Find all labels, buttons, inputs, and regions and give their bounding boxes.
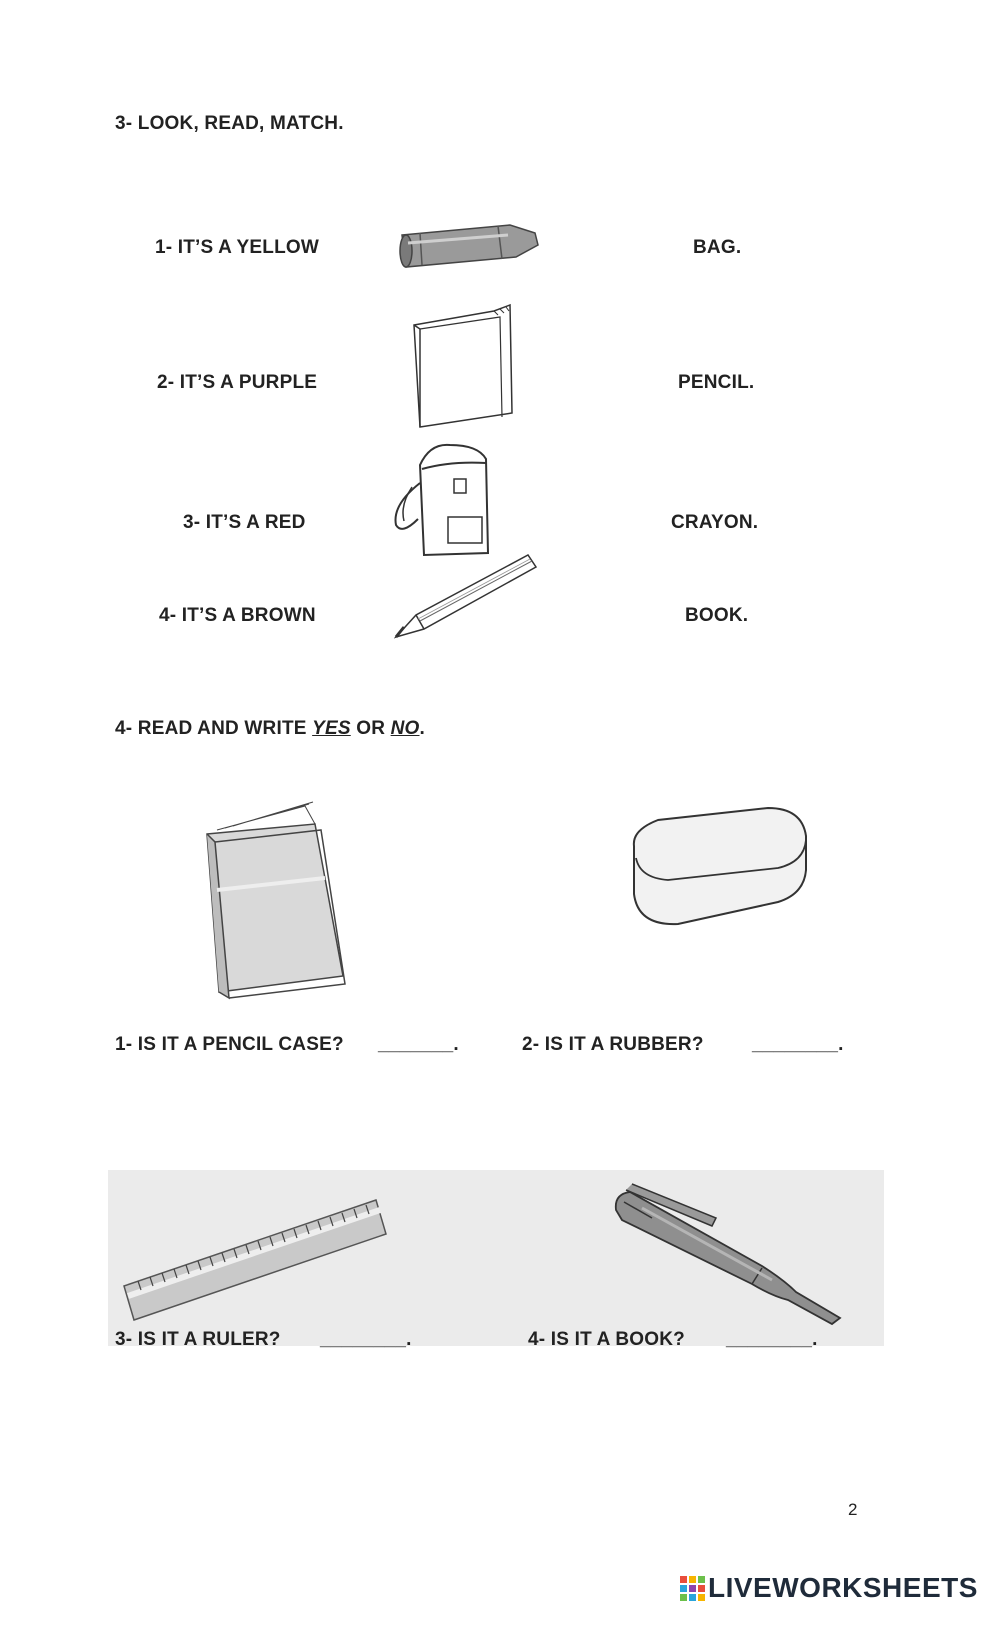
match-right-1[interactable]: BAG.	[693, 237, 742, 258]
title-period: .	[419, 718, 425, 739]
question-1-text: 1- IS IT A PENCIL CASE?	[115, 1034, 344, 1055]
question-2	[522, 1034, 704, 1056]
match-right-4[interactable]: BOOK.	[685, 605, 749, 626]
match-right-3[interactable]: CRAYON.	[671, 512, 759, 533]
answer-blank-2[interactable]: ________.	[752, 1034, 844, 1055]
section-3-title: 3- LOOK, READ, MATCH.	[115, 113, 344, 134]
answer-blank-1[interactable]: _______.	[378, 1034, 459, 1055]
match-left-2[interactable]: 2- IT’S A PURPLE	[157, 372, 318, 393]
answer-blank-3[interactable]: ________.	[320, 1329, 412, 1350]
match-right-2[interactable]: PENCIL.	[678, 372, 755, 393]
question-2-text: 2- IS IT A RUBBER?	[522, 1034, 704, 1055]
pencil-icon	[394, 553, 544, 643]
rubber-icon	[628, 806, 818, 936]
yes-label: YES	[312, 718, 351, 739]
pen-icon	[612, 1188, 862, 1338]
question-3-text: 3- IS IT A RULER?	[115, 1329, 281, 1350]
liveworksheets-logo	[680, 1570, 980, 1610]
page-number: 2	[848, 1500, 858, 1519]
match-left-4[interactable]: 4- IT’S A BROWN	[159, 605, 316, 626]
no-label: NO	[390, 718, 420, 739]
match-left-1[interactable]: 1- IT’S A YELLOW	[155, 237, 320, 258]
title-prefix: 4- READ AND WRITE	[115, 718, 313, 739]
crayon-icon	[398, 223, 548, 278]
or-label: OR	[350, 718, 391, 739]
question-4-text: 4- IS IT A BOOK?	[528, 1329, 685, 1350]
match-left-3[interactable]: 3- IT’S A RED	[183, 512, 306, 533]
question-3	[115, 1329, 281, 1351]
answer-blank-4[interactable]: ________.	[726, 1329, 818, 1350]
section-4-title	[115, 718, 425, 740]
question-1	[115, 1034, 344, 1056]
logo-text: LIVEWORKSHEETS	[708, 1572, 978, 1603]
backpack-icon	[390, 443, 510, 563]
question-4	[528, 1329, 685, 1351]
logo-mark-icon	[680, 1576, 706, 1602]
book-icon	[205, 800, 355, 1000]
book-icon	[412, 303, 517, 433]
ruler-icon	[120, 1198, 395, 1328]
